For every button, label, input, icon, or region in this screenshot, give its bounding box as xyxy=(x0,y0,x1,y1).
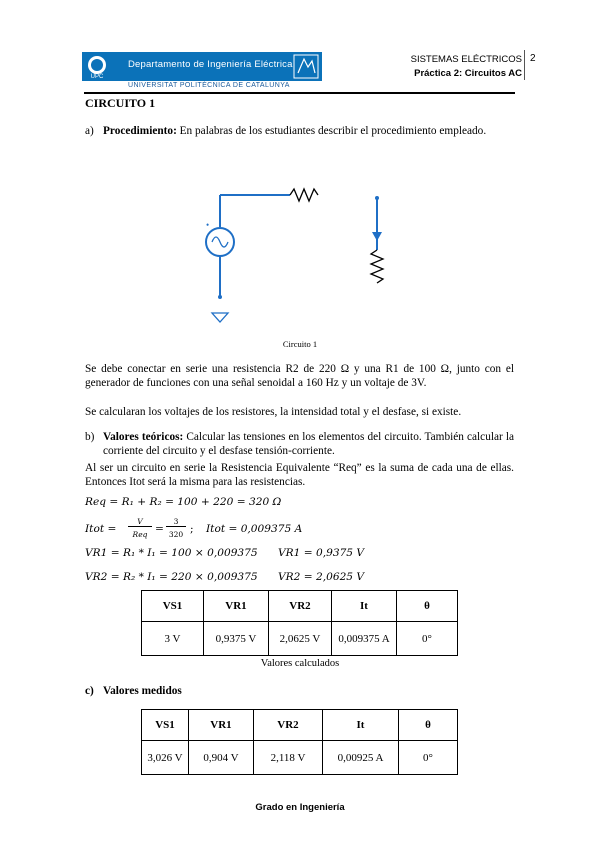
current-arrow-icon xyxy=(372,232,382,241)
cell-theta: 0° xyxy=(399,741,458,775)
item-b-label: Valores teóricos: xyxy=(103,431,184,443)
table-calculated xyxy=(141,590,458,656)
equation-vr2-result: VR2 = 2,0625 V xyxy=(278,571,365,583)
cell-vr2: 2,0625 V xyxy=(269,622,332,656)
header-theta: θ xyxy=(399,710,458,741)
resistor-r2 xyxy=(290,189,318,201)
dept-name: Departamento de Ingeniería Eléctrica xyxy=(128,59,293,70)
item-a-marker: a) xyxy=(85,125,94,137)
equation-vr1: VR1 = R₁ * I₁ = 100 × 0,009375 xyxy=(85,547,258,559)
itot-equals: = xyxy=(155,523,164,535)
item-a-label: Procedimiento: xyxy=(103,125,177,137)
itot-frac1-num: V xyxy=(128,517,152,527)
equation-req: Req = R₁ + R₂ = 100 + 220 = 320 Ω xyxy=(85,496,282,508)
figure-caption: Circuito 1 xyxy=(282,339,318,349)
dept-emblem-icon xyxy=(292,53,320,80)
table-measured xyxy=(141,709,458,775)
table-row xyxy=(142,622,458,656)
item-b-marker: b) xyxy=(85,431,95,443)
paragraph-series: Al ser un circuito en serie la Resistencia Equivalente “Req” es la suma de cada una de ellas. Entonces Itot será la misma para las resistencias. xyxy=(85,462,514,488)
course-name: SISTEMAS ELÉCTRICOS xyxy=(410,54,522,65)
university-name: UNIVERSITAT POLITÈCNICA DE CATALUNYA xyxy=(128,82,290,89)
cell-vr1: 0,9375 V xyxy=(204,622,269,656)
equation-vr1-result: VR1 = 0,9375 V xyxy=(278,547,365,559)
itot-frac1-den: Req xyxy=(132,530,148,539)
table-meas-header-row xyxy=(142,710,458,741)
practice-name: Práctica 2: Circuitos AC xyxy=(414,68,522,79)
cell-it: 0,009375 A xyxy=(332,622,397,656)
itot-frac2-num: 3 xyxy=(166,517,186,527)
item-a-paragraph xyxy=(103,124,514,138)
table-calc-caption: Valores calculados xyxy=(260,658,340,669)
header-vr1: VR1 xyxy=(189,710,254,741)
paragraph-connection: Se debe conectar en serie una resistencia R2 de 220 Ω y una R1 de 100 Ω, junto con el generador de funciones con una señal senoidal a 160 Hz y un voltaje de 3V. xyxy=(85,363,514,389)
header-vr2: VR2 xyxy=(254,710,323,741)
itot-semicolon: ; xyxy=(190,523,194,535)
upc-badge-text: UPC xyxy=(90,74,104,80)
page-number: 2 xyxy=(530,53,536,64)
table-calc-header-row xyxy=(142,591,458,622)
equation-itot-lhs: Itot = xyxy=(85,523,117,535)
cell-vs1: 3,026 V xyxy=(142,741,189,775)
equation-vr2: VR2 = R₂ * I₁ = 220 × 0,009375 xyxy=(85,571,258,583)
source-plus-dot: • xyxy=(206,220,210,230)
header-course-block xyxy=(411,53,522,81)
equation-itot-result: Itot = 0,009375 A xyxy=(206,523,303,535)
header-vs1: VS1 xyxy=(142,591,204,622)
footer-text: Grado en Ingeniería xyxy=(255,802,345,813)
circuit-1-diagram xyxy=(190,180,410,330)
table-row xyxy=(142,741,458,775)
header-vr2: VR2 xyxy=(269,591,332,622)
itot-frac2-den: 320 xyxy=(168,530,184,539)
ground-icon xyxy=(212,313,228,322)
header-vr1: VR1 xyxy=(204,591,269,622)
header-rule xyxy=(84,92,515,94)
section-title: CIRCUITO 1 xyxy=(85,96,156,110)
cell-vs1: 3 V xyxy=(142,622,204,656)
cell-theta: 0° xyxy=(397,622,458,656)
cell-it: 0,00925 A xyxy=(323,741,399,775)
item-c-marker: c) xyxy=(85,685,94,697)
item-c-label: Valores medidos xyxy=(103,685,182,697)
paragraph-calculation: Se calcularan los voltajes de los resistores, la intensidad total y el desfase, si existe. xyxy=(85,406,462,418)
cell-vr2: 2,118 V xyxy=(254,741,323,775)
header-theta: θ xyxy=(397,591,458,622)
item-b-text: Calcular las tensiones en los elementos del circuito. También calcular la corriente del circuito y el desfase tensión-corriente. xyxy=(103,431,514,457)
upc-logo-icon xyxy=(86,52,120,81)
header-divider xyxy=(524,50,525,80)
item-a-text: En palabras de los estudiantes describir el procedimiento empleado. xyxy=(179,125,487,137)
header-vs1: VS1 xyxy=(142,710,189,741)
item-b-paragraph xyxy=(103,430,514,458)
header-it: It xyxy=(323,710,399,741)
cell-vr1: 0,904 V xyxy=(189,741,254,775)
header-it: It xyxy=(332,591,397,622)
resistor-r1 xyxy=(371,250,383,283)
